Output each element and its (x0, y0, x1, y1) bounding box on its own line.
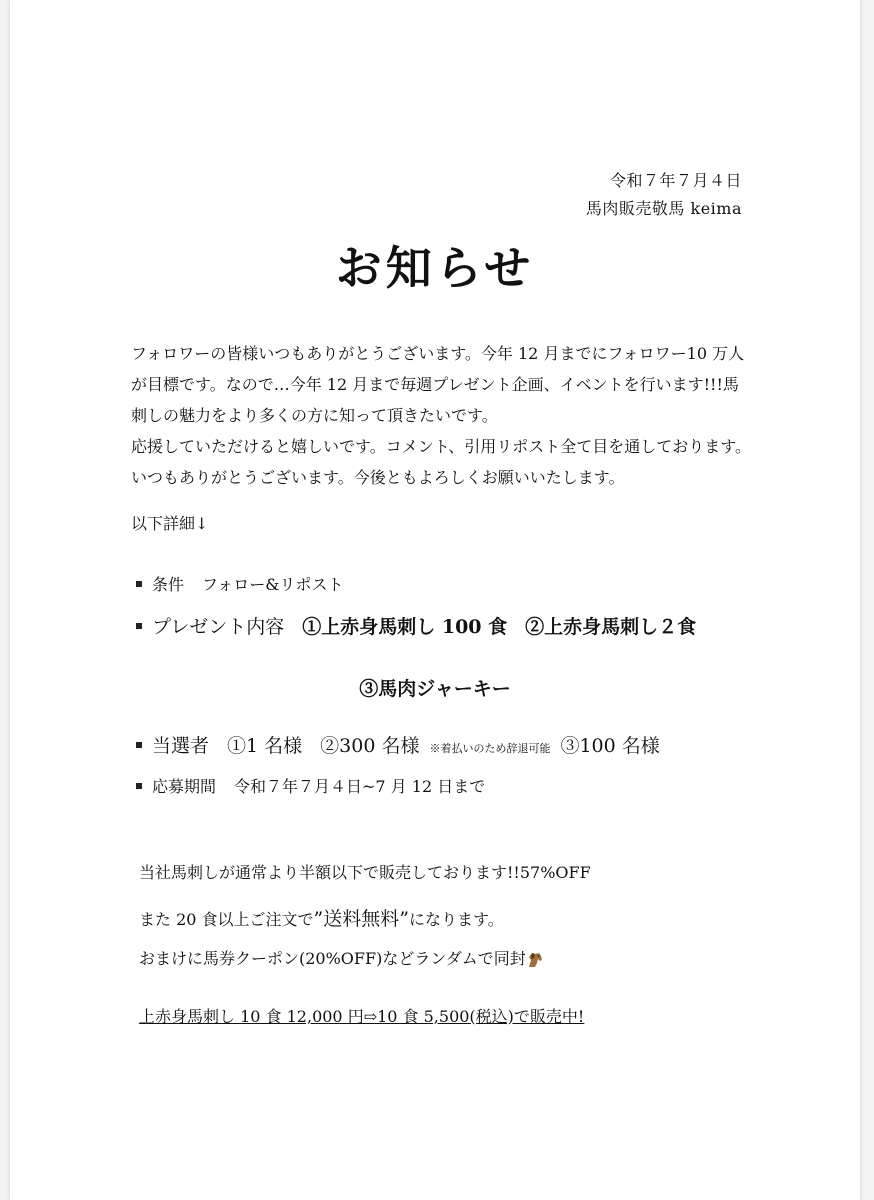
winners-note: ※着払いのため辞退可能 (429, 742, 551, 755)
free-shipping-highlight: ”送料無料” (313, 908, 409, 930)
promo-line-2 (139, 904, 504, 931)
detail-condition (136, 572, 343, 595)
winners-item-2: ②300 名様 (320, 735, 420, 757)
details-heading: 以下詳細↓ (131, 514, 209, 533)
detail-winners (136, 731, 660, 758)
period-label: 応募期間 (152, 777, 217, 796)
promo-line-3-text: おまけに馬券クーポン(20%OFF)などランダムで同封 (139, 949, 526, 968)
winners-label: 当選者 (152, 735, 210, 757)
present-item-2: ②上赤身馬刺し２食 (525, 616, 697, 638)
promo-line-4: 上赤身馬刺し 10 食 12,000 円⇨10 食 5,500(税込)で販売中! (139, 1007, 585, 1026)
horse-icon (526, 952, 544, 968)
document-title: お知らせ (335, 241, 535, 295)
condition-value: フォロー&リポスト (202, 575, 344, 594)
bullet-icon (136, 742, 142, 748)
intro-text (131, 338, 751, 493)
detail-present (136, 612, 696, 639)
promo-line-1: 当社馬刺しが通常より半額以下で販売しております!!57%OFF (139, 863, 591, 882)
bullet-icon (136, 581, 142, 587)
promo-line-2-suffix: になります。 (408, 910, 504, 929)
bullet-icon (136, 623, 142, 629)
period-value: 令和７年７月４日~7 月 12 日まで (234, 777, 486, 796)
present-item-1: ①上赤身馬刺し 100 食 (302, 616, 508, 638)
detail-period (136, 774, 485, 797)
winners-item-1: ①1 名様 (227, 735, 303, 757)
intro-paragraph-2: 応援していただけると嬉しいです。コメント、引用リポスト全て目を通しております。いつもありがとうございます。今後ともよろしくお願いいたします。 (131, 437, 752, 487)
document-date: 令和７年７月４日 (609, 171, 742, 190)
winners-item-3: ③100 名様 (560, 735, 660, 757)
present-label: プレゼント内容 (152, 616, 285, 638)
document-page (10, 0, 860, 1200)
bullet-icon (136, 783, 142, 789)
promo-line-2-prefix: また 20 食以上ご注文で (139, 910, 314, 929)
organization-name: 馬肉販売敬馬 keima (585, 199, 742, 218)
promo-line-3 (139, 946, 544, 969)
intro-paragraph-1: フォロワーの皆様いつもありがとうございます。今年 12 月までにフォロワー10 万人が目標です。なので…今年 12 月まで毎週プレゼント企画、イベントを行います!!!馬刺しの魅力をより多くの方に知って頂きたいです。 (131, 344, 745, 425)
condition-label: 条件 (152, 575, 185, 594)
present-item-3: ③馬肉ジャーキー (359, 678, 511, 700)
